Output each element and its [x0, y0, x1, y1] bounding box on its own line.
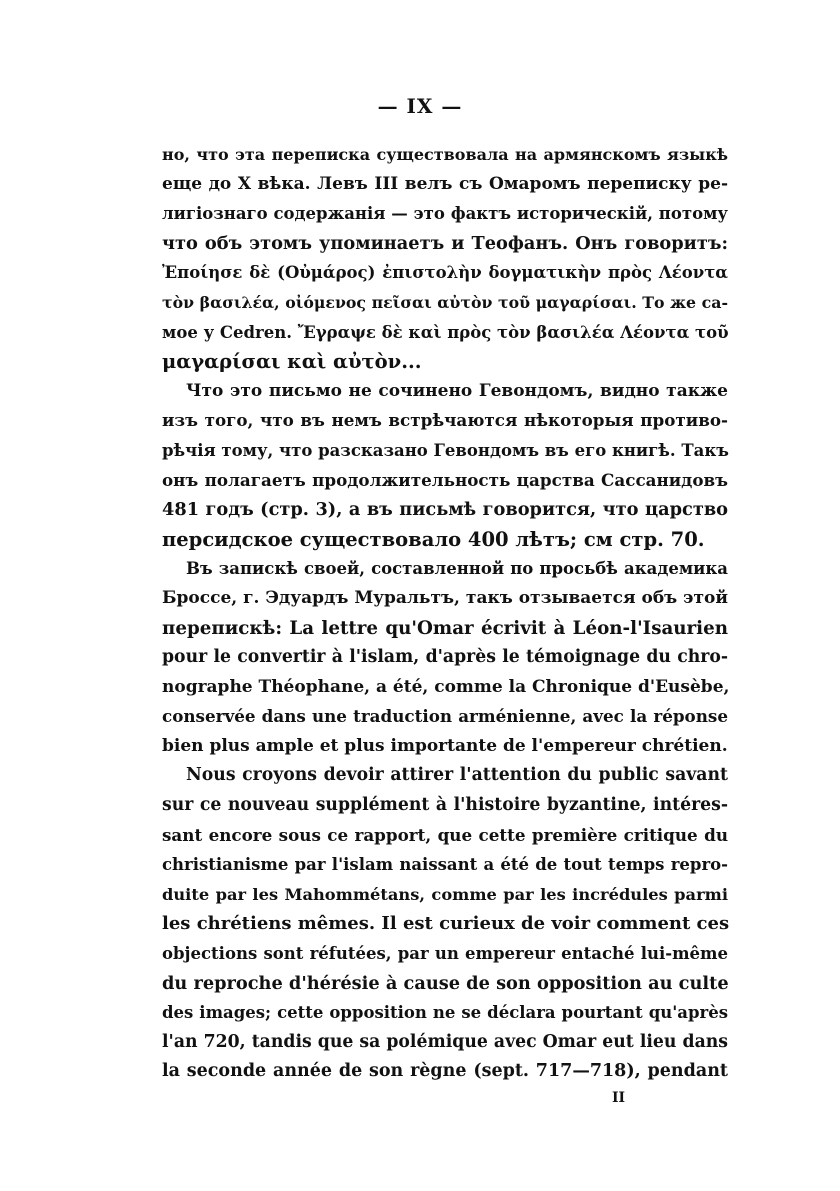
text-line: sur ce nouveau supplément à l'histoire byzantine, intéres-	[162, 795, 728, 816]
page-number: — IX —	[377, 94, 463, 118]
text-line: перепискѣ: La lettre qu'Omar écrivit à Léon-l'Isaurien	[162, 617, 728, 639]
signature-mark: II	[612, 1090, 626, 1106]
text-line: рѣчія тому, что разсказано Гевондомъ въ его книгѣ. Такъ	[162, 440, 729, 460]
text-line: les chrétiens mêmes. Il est curieux de voir comment ces	[162, 913, 730, 935]
text-line: pour le convertir à l'islam, d'après le témoignage du chro-	[162, 647, 728, 668]
text-line: лигіознаго содержанія — это фактъ историческій, потому	[162, 204, 728, 224]
text-line: objections sont réfutées, par un empereur entaché lui-même	[162, 944, 728, 964]
text-line: μαγαρίσαι καὶ αὐτὸν...	[162, 350, 422, 374]
text-line: duite par les Mahommétans, comme par les incrédules parmi	[162, 884, 728, 904]
text-line: онъ полагаетъ продолжительность царства Сассанидовъ	[162, 469, 728, 490]
text-line: bien plus ample et plus importante de l'empereur chrétien.	[162, 735, 728, 756]
text-line: conservée dans une traduction arménienne, avec la réponse	[162, 706, 728, 727]
text-line: мое у Cedren. Ἔγραψε δὲ καὶ πρὸς τὸν βασιλέα Λέοντα τοῦ	[162, 322, 729, 342]
text-line: Броссе, г. Эдуардъ Муральтъ, такъ отзывается объ этой	[162, 587, 728, 608]
text-line: но, что эта переписка существовала на армянскомъ языкѣ	[162, 145, 728, 164]
body-text	[162, 140, 728, 1087]
paragraph-start-line: Что это письмо не сочинено Гевондомъ, видно также	[186, 380, 728, 401]
text-line: nographe Théophane, a été, comme la Chronique d'Eusèbe,	[162, 676, 730, 697]
text-line: еще до X вѣка. Левъ III велъ съ Омаромъ переписку ре-	[162, 173, 728, 194]
text-line: l'an 720, tandis que sa polémique avec Omar eut lieu dans	[162, 1031, 728, 1052]
text-line: du reproche d'hérésie à cause de son opposition au culte	[162, 972, 729, 994]
paragraph-start-line: Nous croyons devoir attirer l'attention du public savant	[186, 765, 728, 786]
text-line: christianisme par l'islam naissant a été de tout temps repro-	[162, 855, 728, 875]
paragraph-start-line: Въ запискѣ своей, составленной по просьбѣ академика	[186, 559, 728, 579]
text-line: des images; cette opposition ne se déclara pourtant qu'après	[162, 1003, 728, 1023]
text-line: персидское существовало 400 лѣтъ; см стр. 70.	[162, 527, 705, 551]
text-line: что объ этомъ упоминаетъ и Теофанъ. Онъ говоритъ:	[162, 232, 728, 254]
text-line: τὸν βασιλέα, οἰόμενος πεῖσαι αὐτὸν τοῦ μαγαρίσαι. То же са-	[162, 292, 728, 312]
text-line: sant encore sous ce rapport, que cette première critique du	[162, 824, 728, 845]
text-line: 481 годъ (стр. 3), а въ письмѣ говорится, что царство	[162, 499, 728, 521]
text-line: la seconde année de son règne (sept. 717—718), pendant	[162, 1061, 728, 1082]
text-line: Ἐποίησε δὲ (Οὐμάρος) ἐπιστολὴν δογματικὴν πρὸς Λέοντα	[162, 263, 728, 283]
text-line: изъ того, что въ немъ встрѣчаются нѣкоторыя противо-	[162, 410, 728, 431]
